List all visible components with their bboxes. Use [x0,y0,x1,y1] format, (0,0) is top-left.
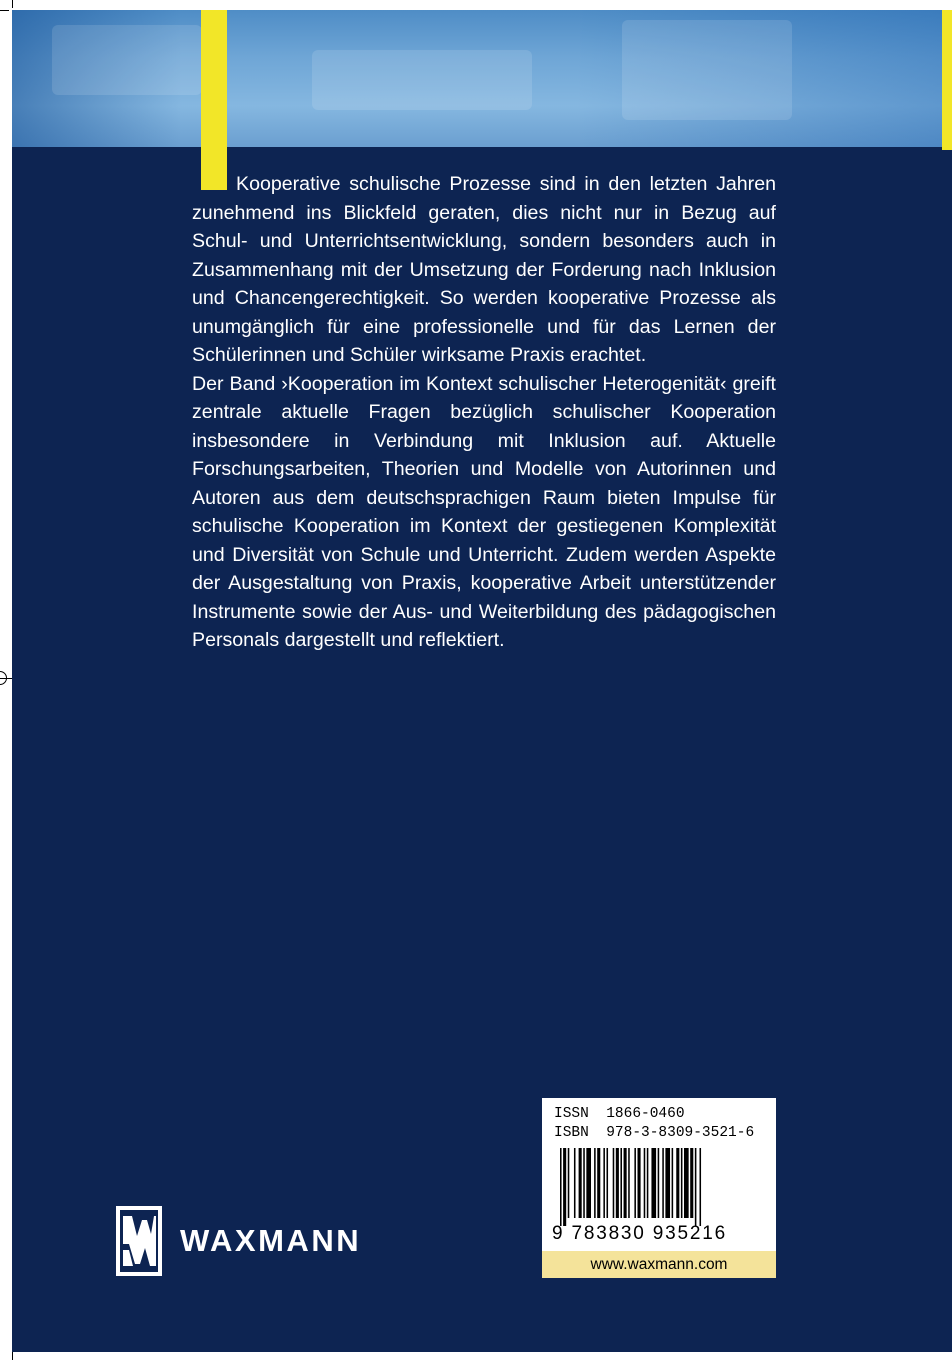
ean-digits [552,1223,766,1245]
barcode-bar [644,1148,646,1218]
barcode-bar [603,1148,605,1218]
blurb-paragraph-2: Der Band ›Kooperation im Kontext schulischer Heterogenität‹ greift zentrale aktuelle Fragen bezüglich schulischer Kooperation insbesondere in Verbindung mit Inklusion auf. Aktuelle Forschungsarbeiten, Theorien und Modelle von Autorinnen und Autoren aus dem deutschsprachigen Raum bieten Impulse für schulische Kooperation im Kontext der gestiegenen Komplexität und Diversität von Schule und Unterricht. Zudem werden Aspekte der Ausgestaltung von Praxis, kooperative Arbeit unterstützender Instrumente sowie der Aus- und Weiterbildung des pädagogischen Personals dargestellt und reflektiert. [192,372,776,651]
barcode-bar [651,1148,656,1218]
blurb-paragraph-1: Kooperative schulische Prozesse sind in den letzten Jahren zunehmend ins Blickfeld geraten, dies nicht nur in Bezug auf Schul- und Unterrichtsentwicklung, sondern besonders auch in Zusammenhang mit der Umsetzung der Forderung nach Inklusion und Chancengerechtigkeit. So werden kooperative Prozesse als unumgänglich für eine professionelle und für das Lernen der Schülerinnen und Schüler wirksame Praxis erachtet. [192,173,776,366]
barcode-bar [607,1148,609,1218]
barcode-bar [676,1148,679,1218]
waxmann-w-logo-icon [116,1206,162,1276]
barcode-bar [662,1148,664,1218]
issn-line [554,1106,685,1122]
barcode-bar [634,1148,636,1218]
barcode-bar [628,1148,630,1218]
isbn-line [554,1125,754,1141]
barcode-bar [681,1148,683,1218]
barcode-bar [624,1148,627,1218]
barcode-panel [542,1098,776,1278]
barcode-bar [647,1148,649,1218]
isbn-value: 978-3-8309-3521-6 [606,1125,755,1141]
barcode-bar [620,1148,622,1218]
crop-mark-left-top [0,10,9,11]
ean-left-group: 783830 [571,1223,646,1244]
ean-barcode [556,1148,764,1228]
barcode-bar [700,1148,702,1226]
barcode-bar [597,1148,600,1218]
barcode-bar [638,1148,641,1218]
barcode-bar [616,1148,619,1218]
barcode-bar [563,1148,566,1226]
barcode-bar [579,1148,582,1218]
barcode-bar [658,1148,660,1218]
isbn-label: ISBN [554,1125,589,1141]
barcode-bar [583,1148,585,1218]
crop-mark-bottom-left [12,1352,13,1360]
barcode-bar [690,1148,693,1218]
publisher-logo [116,1206,361,1276]
barcode-bar [695,1148,697,1226]
barcode-bar [568,1148,570,1218]
barcode-bar [574,1148,576,1218]
registration-mark [0,671,7,685]
issn-value: 1866-0460 [606,1106,685,1122]
barcode-bar [613,1148,615,1218]
yellow-accent-edge [942,10,952,150]
blurb-text [192,170,776,655]
top-photo-band [12,10,952,147]
barcode-bar [586,1148,591,1218]
yellow-accent-bar [201,10,227,190]
barcode-bar [594,1148,596,1218]
barcode-bar [560,1148,562,1226]
barcode-bar [684,1148,689,1218]
barcode-bar [665,1148,670,1218]
book-back-cover [12,10,952,1352]
ean-first-digit: 9 [552,1223,565,1244]
crop-mark-top-left [12,0,13,8]
publisher-name: WAXMANN [180,1223,362,1258]
issn-label: ISSN [554,1106,589,1122]
ean-right-group: 935216 [652,1223,727,1244]
barcode-bar [672,1148,674,1218]
website-url[interactable]: www.waxmann.com [542,1251,776,1278]
